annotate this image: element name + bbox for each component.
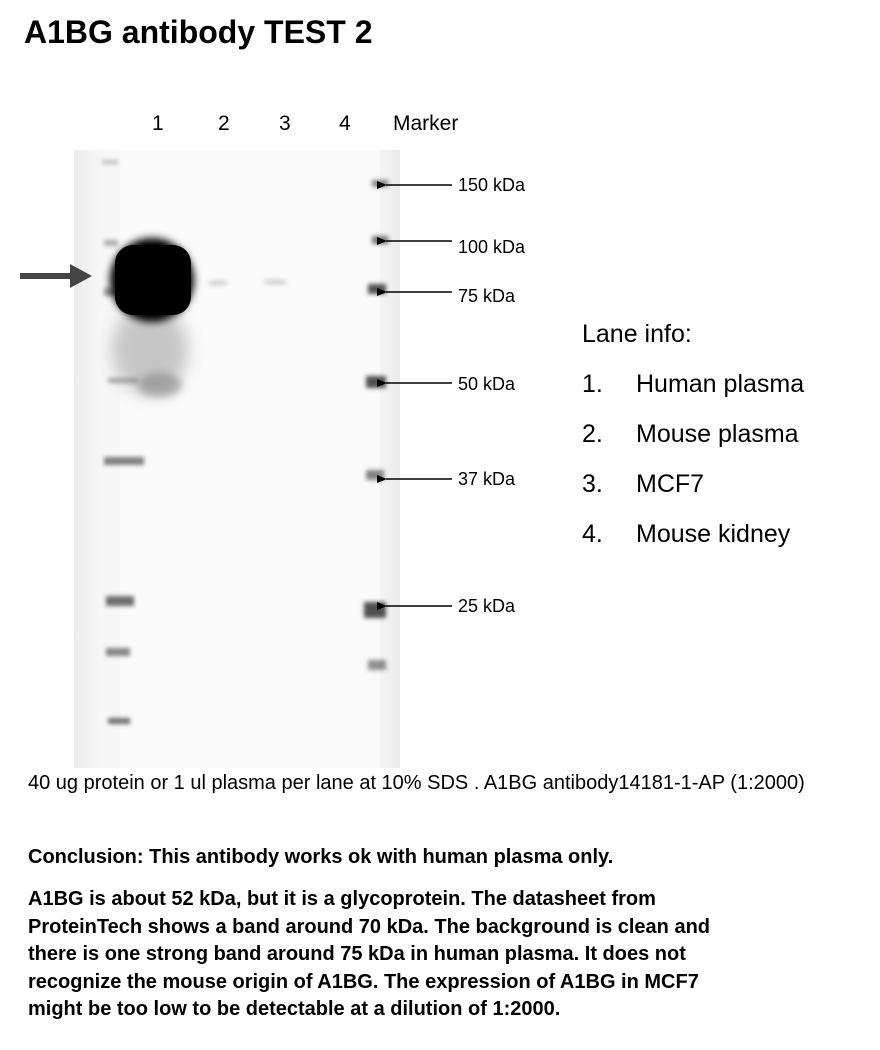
lane-info-label: Mouse kidney <box>636 520 791 548</box>
discussion-text <box>28 886 868 1024</box>
page-title: A1BG antibody TEST 2 <box>24 14 373 50</box>
lane-info-label: MCF7 <box>636 470 705 498</box>
lane-info-item <box>582 520 790 549</box>
discussion-line: might be too low to be detectable at a dilution of 1:2000. <box>28 998 561 1020</box>
marker-label-50: 50 kDa <box>458 374 516 394</box>
marker-label-150: 150 kDa <box>458 175 526 195</box>
discussion-line: ProteinTech shows a band around 70 kDa. The background is clean and <box>28 915 711 938</box>
lane-info-number: 3. <box>582 470 603 498</box>
lane-info-item <box>582 370 804 399</box>
figure-caption: 40 ug protein or 1 ul plasma per lane at 10% SDS . A1BG antibody14181-1-AP (1:2000) <box>28 772 805 794</box>
lane-info-item <box>582 470 704 499</box>
lane-label-2: 2 <box>218 112 230 135</box>
western-blot-image <box>0 140 560 780</box>
lane-info-number: 1. <box>582 370 603 398</box>
marker-label-37: 37 kDa <box>458 469 516 489</box>
lane-label-marker: Marker <box>393 112 459 135</box>
marker-label-75: 75 kDa <box>458 286 516 306</box>
lane-info-number: 2. <box>582 420 603 448</box>
lane-info-number: 4. <box>582 520 603 548</box>
lane-info-title: Lane info: <box>582 320 692 348</box>
discussion-line: recognize the mouse origin of A1BG. The expression of A1BG in MCF7 <box>28 970 699 993</box>
lane-label-3: 3 <box>279 112 291 135</box>
discussion-line: A1BG is about 52 kDa, but it is a glycoprotein. The datasheet from <box>28 888 656 910</box>
conclusion-text: Conclusion: This antibody works ok with human plasma only. <box>28 846 614 868</box>
discussion-line: there is one strong band around 75 kDa in human plasma. It does not <box>28 943 686 965</box>
lane-info-label: Human plasma <box>636 370 805 398</box>
lane-info-item <box>582 420 799 449</box>
marker-label-25: 25 kDa <box>458 596 516 616</box>
lane-label-4: 4 <box>339 112 351 135</box>
lane-info-label: Mouse plasma <box>636 420 799 448</box>
lane-label-1: 1 <box>152 112 164 135</box>
marker-label-100: 100 kDa <box>458 237 526 257</box>
